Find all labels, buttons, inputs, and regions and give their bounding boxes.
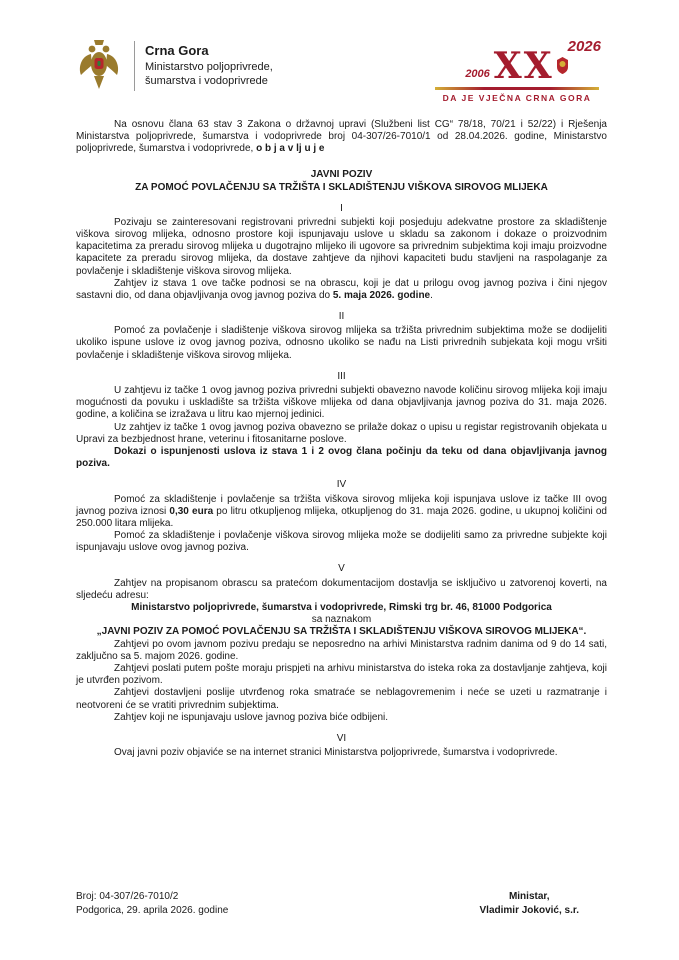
bold-text-run: o b j a v lj u j e — [256, 143, 325, 155]
org-department-line1: Ministarstvo poljoprivrede, — [145, 61, 273, 74]
text-run: Zahtjevi po ovom javnom pozivu predaju se neposredno na arhivi Ministarstva radnim danima od 9 do 14 sati, zaključno sa 5. majom 2026. godine. — [76, 638, 607, 662]
text-run: . — [430, 289, 433, 301]
document-footer — [76, 890, 607, 918]
paragraph — [76, 626, 607, 638]
text-run: Dokazi o ispunjenosti uslova iz stava 1 i 2 ovog člana počinju da teku od dana objavljivanja javnog poziva. — [76, 445, 607, 470]
anniversary-rule — [435, 87, 599, 90]
text-run: sa naznakom — [311, 614, 372, 626]
text-run: Ovaj javni poziv objaviće se na internet stranici Ministarstva poljoprivrede, šumarstva i vodoprivrede. — [114, 747, 558, 759]
org-department-line2: šumarstva i vodoprivrede — [145, 75, 268, 88]
signature-block — [480, 890, 580, 918]
paragraph — [76, 446, 607, 470]
anniversary-years — [427, 38, 607, 87]
place-and-date: Podgorica, 29. aprila 2026. godine — [76, 905, 229, 916]
paragraph — [76, 494, 607, 531]
signer-name: Vladimir Joković, s.r. — [479, 905, 579, 916]
text-run: Uz zahtjev iz tačke 1 ovog javnog poziva obavezno se prilaže dokaz o upisu u registar registrovanih objekata u Upravi za bezbjednost hrane, veterinu i fitosanitarne poslove. — [76, 421, 607, 445]
text-run: po litru otkupljenog mlijeka, otkupljenog do 31. maja 2026. godine, u ukupnoj količini od 250.000 litara mlijeka. — [76, 505, 607, 529]
section-numeral: IV — [336, 479, 347, 491]
text-run: Zahtjevi poslati putem pošte moraju prispjeti na arhivu ministarstva do isteka roka za dostavljanje zahtjeva, koji je utvrđen pozivom. — [76, 662, 607, 687]
document-number: Broj: 04-307/26-7010/2 — [76, 891, 179, 902]
document-body — [76, 119, 607, 759]
footer-reference — [76, 890, 228, 918]
text-run: Pozivaju se zainteresovani registrovani privredni subjekti koji posjeduju adekvatne prostore za skladištenje viškova sirovog mlijeka, odnosno prostore koji ispunjavaju uslove u skladu sa zakonom i dokaze o proizvodnim kapacitetima za preradu sirovog mlijeka u dugotrajno mlijeko ili ugovore sa privrednim subjektima koji imaju proizvodne kapacitete za preradu sirovog mlijeka, da dostave zahtjeve da njihovi kapaciteti budu stavljeni na raspolaganje za povlačenje i skladištenje viškova sirovog mlijeka. — [76, 216, 607, 277]
anniversary-year-end: 2026 — [567, 38, 601, 55]
anniversary-year-start: 2006 — [465, 68, 490, 80]
paragraph — [76, 217, 607, 278]
paragraph — [76, 325, 607, 362]
section-numeral: III — [337, 370, 346, 382]
anniversary-roman-numeral: XX — [493, 45, 554, 87]
org-identity — [76, 38, 273, 94]
anniversary-logo — [427, 38, 607, 103]
text-run: Zahtjevi dostavljeni poslije utvrđenog roka smatraće se neblagovremenim i neće se uzeti u razmatranje i neotvoreni će se vratiti privrednim subjektima. — [76, 687, 607, 711]
paragraph — [76, 747, 607, 759]
text-run: Zahtjev koji ne ispunjavaju uslove javnog poziva biće odbijeni. — [114, 711, 389, 723]
signer-title: Ministar, — [508, 891, 550, 902]
text-run: Ministarstvo poljoprivrede, šumarstva i vodoprivrede, Rimski trg br. 46, 81000 Podgorica — [131, 602, 552, 613]
paragraph — [76, 422, 607, 446]
paragraph — [76, 578, 607, 602]
paragraph — [76, 614, 607, 626]
document-title-line: JAVNI POZIV — [310, 168, 373, 180]
paragraph — [76, 602, 607, 614]
mini-coat-of-arms-icon — [556, 57, 569, 74]
divider — [134, 41, 135, 91]
paragraph — [76, 385, 607, 422]
coat-of-arms-icon — [76, 38, 122, 94]
paragraph — [76, 712, 607, 724]
section-numeral: I — [340, 202, 343, 214]
document-title-line: ZA POMOĆ POVLAČENJU SA TRŽIŠTA I SKLADIŠTENJU VIŠKOVA SIROVOG MLIJEKA — [135, 181, 548, 193]
text-run: Pomoć za povlačenje i sladištenje viškova sirovog mlijeka sa tržišta privrednim subjektima može se dodijeliti ukoliko ispune uslove iz ovog javnog poziva, odnosno ukoliko se nađu na Listi privrednih subjekata koji mogu vršiti povlačenje i skladištenje viškova sirovog mlijeka. — [76, 325, 607, 361]
section-numeral: V — [338, 563, 345, 575]
section-numeral: VI — [336, 732, 347, 744]
paragraph — [76, 278, 607, 302]
anniversary-slogan: DA JE VJEČNA CRNA GORA — [442, 93, 592, 103]
text-run: „JAVNI POZIV ZA POMOĆ POVLAČENJU SA TRŽIŠTA I SKLADIŠTENJU VIŠKOVA SIROVOG MLIJEKA“. — [96, 626, 587, 638]
paragraph — [76, 687, 607, 711]
org-text — [145, 43, 273, 89]
paragraph — [76, 639, 607, 663]
intro-paragraph — [76, 119, 607, 156]
text-run: Zahtjev na propisanom obrascu sa pratećom dokumentacijom dostavlja se isključivo u zatvorenoj koverti, na sljedeću adresu: — [76, 577, 607, 601]
document-title — [76, 168, 607, 194]
letterhead — [76, 38, 607, 103]
bold-text-run: 0,30 eura — [169, 505, 214, 517]
bold-text-run: 5. maja 2026. godine — [332, 289, 431, 301]
org-name: Crna Gora — [145, 43, 209, 59]
text-run: Na osnovu člana 63 stav 3 Zakona o državnoj upravi (Službeni list CG“ 78/18, 70/21 i 52/22) i Rješenja Ministarstva poljoprivrede, šumarstva i vodoprivrede broj 04-307/26-7010/1 od 28.04.2026. godine, Ministarstvo poljoprivrede, šumarstva i vodoprivrede, — [76, 119, 607, 155]
text-run: Pomoć za skladištenje i povlačenje sa tržišta viškova sirovog mlijeka koji ispunjava uslove iz tačke III ovog javnog poziva iznosi — [76, 493, 607, 517]
text-run: U zahtjevu iz tačke 1 ovog javnog poziva privredni subjekti obavezno navode količinu sirovog mlijeka koji imaju mogućnosti da povuku i uskladište sa tržišta viškove mlijeka od dana objavljivanja javnog poziva do 31. maja 2026. godine, a količina se izražava u litru kao mjernoj jedinici. — [76, 385, 607, 421]
paragraph — [76, 663, 607, 687]
text-run: Pomoć za skladištenje i povlačenje viškova sirovog mlijeka može se dodijeliti samo za privredne subjekte koji ispunjavaju uslove ovog javnog poziva. — [76, 530, 607, 554]
text-run: Zahtjev iz stava 1 ove tačke podnosi se na obrascu, koji je dat u prilogu ovog javnog poziva i čini njegov sastavni dio, od dana objavljivanja ovog javnog poziva do — [76, 277, 607, 301]
paragraph — [76, 530, 607, 554]
section-numeral: II — [338, 311, 345, 323]
